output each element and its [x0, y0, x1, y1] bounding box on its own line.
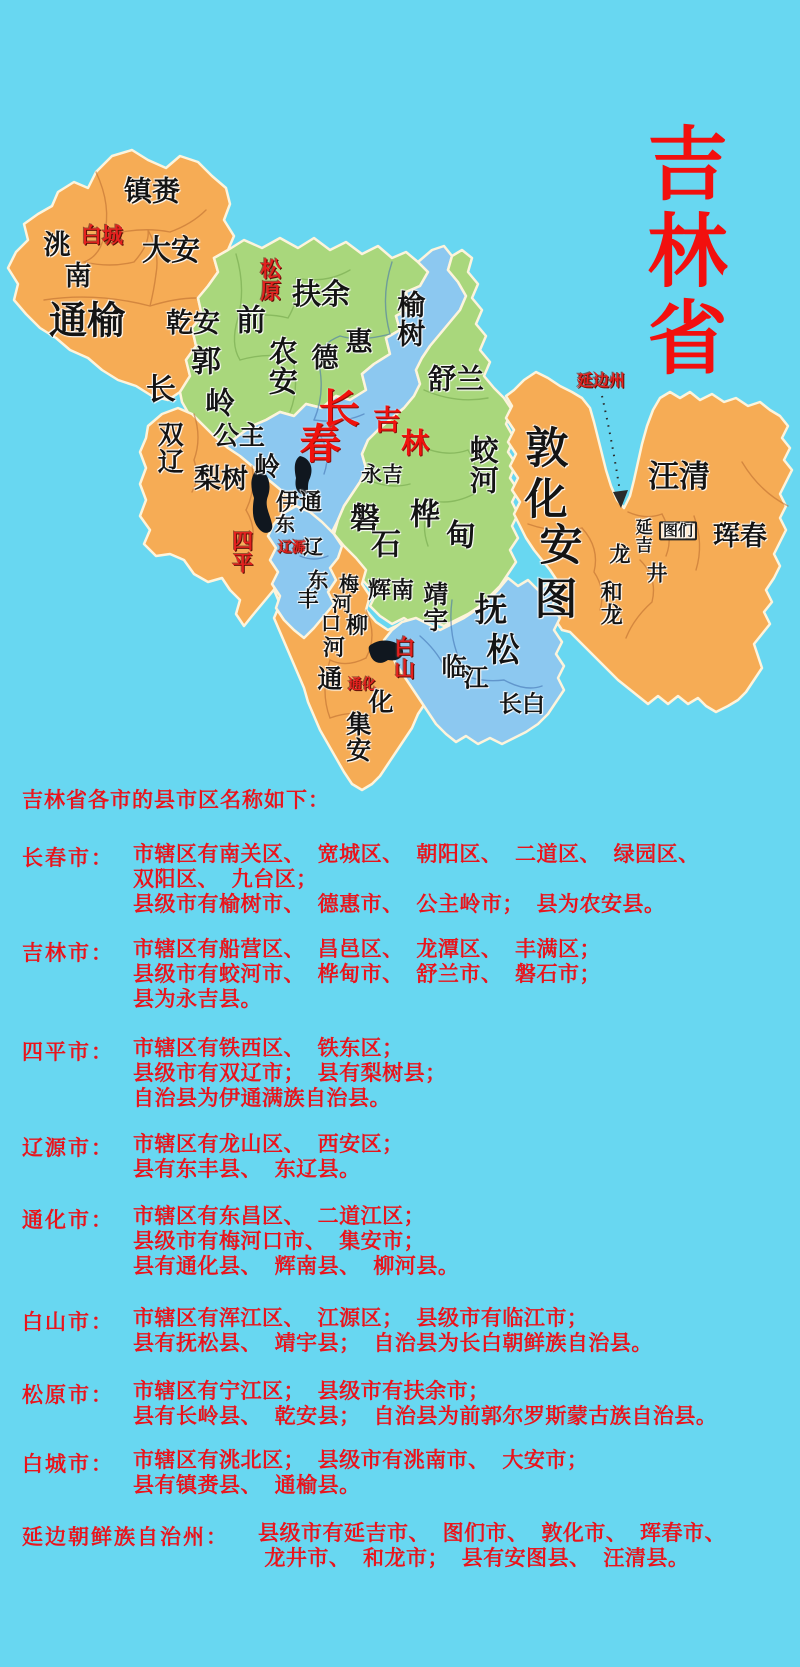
city-divisions	[133, 1379, 717, 1429]
division-line: 县级市有双辽市； 县有梨树县；	[133, 1062, 447, 1085]
city-divisions	[133, 1204, 459, 1279]
city-name: 延边朝鲜族自治州：	[22, 1526, 229, 1549]
division-line: 县有通化县、 辉南县、 柳河县。	[133, 1255, 460, 1278]
division-line: 县有镇赉县、 通榆县。	[133, 1474, 361, 1497]
division-line: 县有抚松县、 靖宇县； 自治县为长白朝鲜族自治县。	[133, 1332, 653, 1355]
division-line: 市辖区有洮北区； 县级市有洮南市、 大安市；	[133, 1449, 589, 1472]
map-label-24: 桦	[410, 498, 440, 532]
map-label-59: 图	[534, 576, 578, 625]
map-label-31: 梨树	[194, 464, 248, 495]
city-name: 辽源市：	[22, 1137, 114, 1160]
map-label-44: 河	[322, 634, 346, 660]
map-label-64: 珲春	[713, 521, 767, 552]
map-label-13: 农安	[264, 336, 297, 396]
division-line: 市辖区有宁江区； 县级市有扶余市；	[133, 1380, 490, 1403]
map-label-10: 长	[146, 373, 176, 407]
map-label-28: 公主	[212, 420, 266, 451]
map-label-30: 双辽	[154, 421, 185, 475]
map-label-39: 梅	[339, 573, 359, 596]
city-name: 长春市：	[22, 847, 114, 870]
city-divisions	[133, 1306, 653, 1356]
map-label-42: 辉南	[368, 576, 414, 603]
map-label-38: 丰	[297, 588, 319, 612]
list-heading: 吉林省各市的县市区名称如下：	[22, 789, 330, 812]
city-name: 四平市：	[22, 1041, 114, 1064]
division-line: 县级市有延吉市、 图们市、 敦化市、 珲春市、	[258, 1522, 727, 1545]
map-label-61: 汪清	[648, 459, 710, 495]
map-label-62: 延吉	[632, 518, 652, 554]
division-line: 市辖区有南关区、 宽城区、 朝阳区、 二道区、 绿园区、	[133, 843, 700, 866]
map-label-26: 磐	[350, 502, 380, 536]
map-label-53: 临	[441, 653, 467, 682]
map-label-18: 长	[318, 386, 360, 433]
division-line: 县有长岭县、 乾安县； 自治县为前郭尔罗斯蒙古族自治县。	[133, 1405, 718, 1428]
city-name: 吉林市：	[22, 942, 114, 965]
province-title: 吉林省	[636, 122, 725, 383]
division-line: 县有东丰县、 东辽县。	[133, 1158, 361, 1181]
map-label-36: 辽	[303, 536, 323, 559]
map-label-63: 图们	[659, 521, 697, 540]
map-label-22: 永吉	[361, 463, 403, 487]
map-label-47: 化	[368, 688, 394, 717]
map-label-5: 白城	[81, 224, 123, 248]
map-label-17: 舒兰	[427, 363, 485, 395]
map-label-25: 甸	[446, 519, 476, 553]
map-label-2: 南	[64, 261, 92, 292]
map-label-23: 蛟河	[465, 435, 498, 495]
map-label-20: 吉	[372, 404, 402, 436]
map-label-66: 井	[646, 562, 668, 586]
map-label-15: 惠	[345, 327, 373, 358]
map-label-49: 白山	[391, 636, 415, 680]
division-line: 县级市有蛟河市、 桦甸市、 舒兰市、 磐石市；	[133, 963, 602, 986]
map-label-46: 通化	[348, 675, 376, 692]
map-label-45: 通	[317, 665, 343, 694]
map-label-16: 榆树	[394, 290, 426, 348]
map-label-34: 东	[275, 513, 295, 536]
city-divisions	[133, 1036, 447, 1111]
map-label-65: 龙	[609, 543, 631, 567]
map-label-51: 抚	[474, 591, 508, 629]
map-label-8: 前	[236, 304, 266, 338]
map-label-60: 延边州	[576, 372, 626, 390]
map-label-19: 春	[299, 421, 341, 468]
map-label-11: 岭	[205, 387, 235, 421]
division-line: 市辖区有船营区、 昌邑区、 龙潭区、 丰满区；	[133, 938, 602, 961]
map-label-33: 伊通	[276, 488, 322, 515]
map-label-52: 松	[486, 631, 520, 669]
city-divisions	[133, 1448, 588, 1498]
map-label-37: 东	[307, 569, 329, 593]
city-divisions	[258, 1521, 726, 1571]
division-line: 龙井市、 和龙市； 县有安图县、 汪清县。	[258, 1547, 690, 1570]
division-line: 市辖区有铁西区、 铁东区；	[133, 1037, 404, 1060]
map-label-14: 德	[311, 343, 339, 374]
map-label-48: 集安	[342, 711, 371, 763]
division-line: 自治县为伊通满族自治县。	[133, 1087, 391, 1110]
map-label-9: 郭	[191, 345, 221, 379]
map-label-32: 四平	[229, 530, 253, 574]
city-divisions	[133, 1132, 404, 1182]
map-label-67: 和龙	[598, 580, 624, 626]
map-label-58: 安	[539, 522, 583, 571]
city-divisions	[133, 842, 700, 917]
map-label-50: 靖宇	[419, 581, 448, 633]
map-label-56: 敦	[525, 425, 569, 474]
division-line: 县级市有梅河口市、 集安市；	[133, 1230, 426, 1253]
map-label-29: 岭	[253, 451, 281, 482]
map-label-21: 林	[400, 427, 430, 459]
division-line: 市辖区有东昌区、 二道江区；	[133, 1205, 426, 1228]
map-label-3: 大安	[141, 235, 201, 268]
division-line: 县级市有榆树市、 德惠市、 公主岭市； 县为农安县。	[133, 893, 666, 916]
map-label-4: 通榆	[48, 300, 126, 343]
map-label-54: 江	[463, 664, 489, 693]
city-name: 通化市：	[22, 1209, 114, 1232]
map-label-6: 松原	[257, 258, 281, 302]
city-name: 白城市：	[22, 1453, 114, 1476]
city-divisions	[133, 937, 601, 1012]
division-line: 市辖区有龙山区、 西安区；	[133, 1133, 404, 1156]
city-name: 松原市：	[22, 1384, 114, 1407]
division-line: 双阳区、 九台区；	[133, 868, 318, 891]
city-name: 白山市：	[22, 1311, 114, 1334]
map-label-7: 乾安	[166, 308, 220, 339]
map-label-40: 河	[332, 593, 352, 616]
map-label-27: 石	[371, 528, 401, 562]
map-label-12: 扶余	[291, 279, 351, 312]
map-label-41: 口	[321, 612, 341, 635]
map-label-55: 长白	[499, 690, 545, 717]
division-line: 县为永吉县。	[133, 988, 262, 1011]
division-line: 市辖区有浑江区、 江源区； 县级市有临江市；	[133, 1307, 589, 1330]
map-label-57: 化	[524, 476, 568, 525]
map-label-43: 柳	[345, 612, 369, 638]
map-label-0: 镇赉	[123, 175, 181, 207]
map-label-1: 洮	[43, 230, 71, 261]
map-label-35: 辽源	[278, 538, 306, 555]
